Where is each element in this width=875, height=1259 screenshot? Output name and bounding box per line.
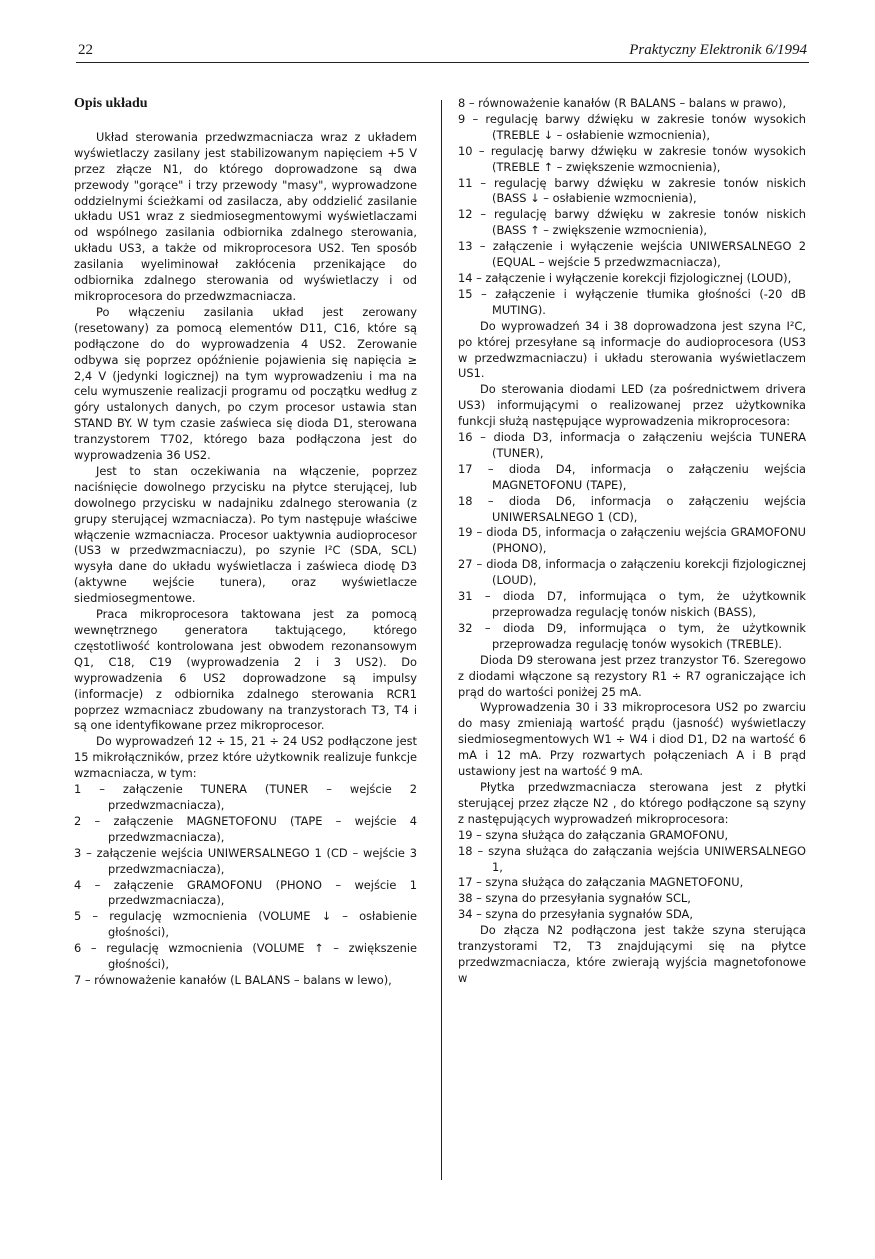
left-column: [74, 96, 417, 989]
paragraph: Jest to stan oczekiwania na włączenie, poprzez naciśnięcie dowolnego przycisku na płytce sterującej, lub dowolnego przycisku w nadajniku zdalnego sterowania (z grupy sterującej wzmacniacza). Po tym następuje właściwe włączenie wzmacniacza. Procesor uaktywnia audioprocesor (US3 w przedwzmacniaczu), po szynie I²C (SDA, SCL) wysyła dane do układu wyświetlacza i zaświeca diodę D3 (aktywne wejście tunera), oraz wyświetlacze siedmiosegmentowe.: [74, 463, 417, 606]
paragraph: Do sterowania diodami LED (za pośrednictwem drivera US3) informującymi o realizowanej przez użytkownika funkcji służą następujące wyprowadzenia mikroprocesora:: [458, 382, 806, 429]
list-item: 27 – dioda D8, informacja o załączeniu korekcji fizjologicznej (LOUD),: [458, 557, 806, 588]
header-rule: [76, 62, 809, 63]
list-item: 17 – dioda D4, informacja o załączeniu wejścia MAGNETOFONU (TAPE),: [458, 461, 806, 492]
paragraph: Dioda D9 sterowana jest przez tranzystor T6. Szeregowo z diodami włączone są rezystory R1 ÷ R7 ograniczające ich prąd do wartości poniżej 25 mA.: [458, 652, 806, 699]
paragraph: Po włączeniu zasilania układ jest zerowany (resetowany) za pomocą elementów D11, C16, które są podłączone do do wyprowadzenia 4 US2. Zerowanie odbywa się poprzez opóźnienie pojawienia się napięcia ≥ 2,4 V (jedynki logicznej) na tym wyprowadzeniu i ma na celu wymuszenie realizacji programu od początku według z góry ustalonych danych, po czym procesor ustawia stan STAND BY. W tym czasie zaświeca się dioda D1, sterowana tranzystorem T702, którego baza podłączona jest do wyprowadzenia 36 US2.: [74, 304, 417, 463]
list-item: 18 – szyna służąca do załączania wejścia UNIWERSALNEGO 1,: [458, 843, 806, 874]
paragraph: Do złącza N2 podłączona jest także szyna sterująca tranzystorami T2, T3 znajdującymi się na płytce przedwzmacniacza, które zwierają wyjścia magnetofonowe w: [458, 923, 806, 985]
list-item: 13 – załączenie i wyłączenie wejścia UNIWERSALNEGO 2 (EQUAL – wejście 5 przedwzmacniacza),: [458, 239, 806, 270]
list-item: 15 – załączenie i wyłączenie tłumika głośności (-20 dB MUTING).: [458, 286, 806, 317]
page-number: 22: [78, 42, 93, 58]
list-item: 32 – dioda D9, informująca o tym, że użytkownik przeprowadza regulację tonów wysokich (TREBLE).: [458, 620, 806, 651]
section-title: Opis układu: [74, 96, 148, 111]
list-item: 34 – szyna do przesyłania sygnałów SDA,: [458, 907, 693, 922]
right-column: [458, 96, 806, 987]
list-item: 6 – regulację wzmocnienia (VOLUME ↑ – zwiększenie głośności),: [74, 941, 417, 972]
list-item: 11 – regulację barwy dźwięku w zakresie tonów niskich (BASS ↓ – osłabienie wzmocnienia),: [458, 175, 806, 206]
list-item: 31 – dioda D7, informująca o tym, że użytkownik przeprowadza regulację tonów niskich (BASS),: [458, 589, 806, 619]
paragraph: Płytka przedwzmacniacza sterowana jest z płytki sterującej przez złącze N2 , do którego podłączone są szyny z następujących wyprowadzeń mikroprocesora:: [458, 779, 806, 826]
journal-title: Praktyczny Elektronik 6/1994: [629, 42, 807, 58]
paragraph: Praca mikroprocesora taktowana jest za pomocą wewnętrznego generatora taktującego, którego częstotliwość kontrolowana jest obwodem rezonansowym Q1, C18, C19 (wyprowadzenia 2 i 3 US2). Do wyprowadzenia 6 US2 doprowadzone są impulsy (informacje) z odbiornika zdalnego sterowania RCR1 poprzez wzmacniacz zbudowany na tranzystorach T3, T4 i są one identyfikowane przez mikroprocesor.: [74, 607, 417, 733]
list-item: 4 – załączenie GRAMOFONU (PHONO – wejście 1 przedwzmacniacza),: [74, 877, 417, 908]
list-item: 9 – regulację barwy dźwięku w zakresie tonów wysokich (TREBLE ↓ – osłabienie wzmocnienia),: [458, 111, 806, 142]
list-item: 18 – dioda D6, informacja o załączeniu wejścia UNIWERSALNEGO 1 (CD),: [458, 493, 806, 524]
list-item: 5 – regulację wzmocnienia (VOLUME ↓ – osłabienie głośności),: [74, 909, 417, 940]
list-item: 2 – załączenie MAGNETOFONU (TAPE – wejście 4 przedwzmacniacza),: [74, 813, 417, 844]
paragraph: Wyprowadzenia 30 i 33 mikroprocesora US2 po zwarciu do masy zmieniają wartość prądu (jasność) wyświetlaczy siedmiosegmentowych W1 ÷ W4 i diod D1, D2 na wartość 6 mA i 12 mA. Przy rozwartych połączeniach A i B prąd ustawiony jest na wartość 9 mA.: [458, 700, 806, 779]
list-item: 3 – załączenie wejścia UNIWERSALNEGO 1 (CD – wejście 3 przedwzmacniacza),: [74, 845, 417, 876]
list-item: 38 – szyna do przesyłania sygnałów SCL,: [458, 891, 691, 906]
list-item: 1 – załączenie TUNERA (TUNER – wejście 2 przedwzmacniacza),: [74, 782, 417, 812]
paragraph: Układ sterowania przedwzmacniacza wraz z układem wyświetlaczy zasilany jest stabilizowanym napięciem +5 V przez złącze N1, do którego doprowadzone są dwa przewody "gorące" i trzy przewody "masy", wyprowadzone oddzielnymi ścieżkami od zasilacza, aby oddzielić zasilanie układu US1 wraz z siedmiosegmentowymi wyświetlaczami od wspólnego zasilania odbiornika zdalnego sterowania, układu US3, a także od mikroprocesora US2. Ten sposób zasilania wyeliminował zakłócenia przenikające do odbiornika zdalnego sterowania od wyświetlaczy i od mikroprocesora do przedwzmacniacza.: [74, 129, 417, 303]
list-item: 12 – regulację barwy dźwięku w zakresie tonów niskich (BASS ↑ – zwiększenie wzmocnienia),: [458, 207, 806, 238]
list-item: 17 – szyna służąca do załączania MAGNETOFONU,: [458, 875, 744, 890]
column-divider: [441, 100, 442, 1180]
paragraph: Do wyprowadzeń 34 i 38 doprowadzona jest szyna I²C, po której przesyłane są informacje do audioprocesora (US3 w przedwzmacniaczu) i układu sterowania wyświetlaczem US1.: [458, 318, 806, 381]
list-item: 16 – dioda D3, informacja o załączeniu wejścia TUNERA (TUNER),: [458, 430, 806, 460]
list-item: 10 – regulację barwy dźwięku w zakresie tonów wysokich (TREBLE ↑ – zwiększenie wzmocnienia),: [458, 143, 806, 174]
list-item: 19 – szyna służąca do załączania GRAMOFONU,: [458, 827, 729, 842]
list-item: 14 – załączenie i wyłączenie korekcji fizjologicznej (LOUD),: [458, 270, 792, 285]
list-item: 7 – równoważenie kanałów (L BALANS – balans w lewo),: [74, 972, 392, 987]
paragraph: Do wyprowadzeń 12 ÷ 15, 21 ÷ 24 US2 podłączone jest 15 mikrołączników, przez które użytkownik realizuje funkcje wzmacniacza, w tym:: [74, 734, 417, 781]
list-item: 19 – dioda D5, informacja o załączeniu wejścia GRAMOFONU (PHONO),: [458, 525, 806, 556]
list-item: 8 – równoważenie kanałów (R BALANS – balans w prawo),: [458, 96, 787, 110]
